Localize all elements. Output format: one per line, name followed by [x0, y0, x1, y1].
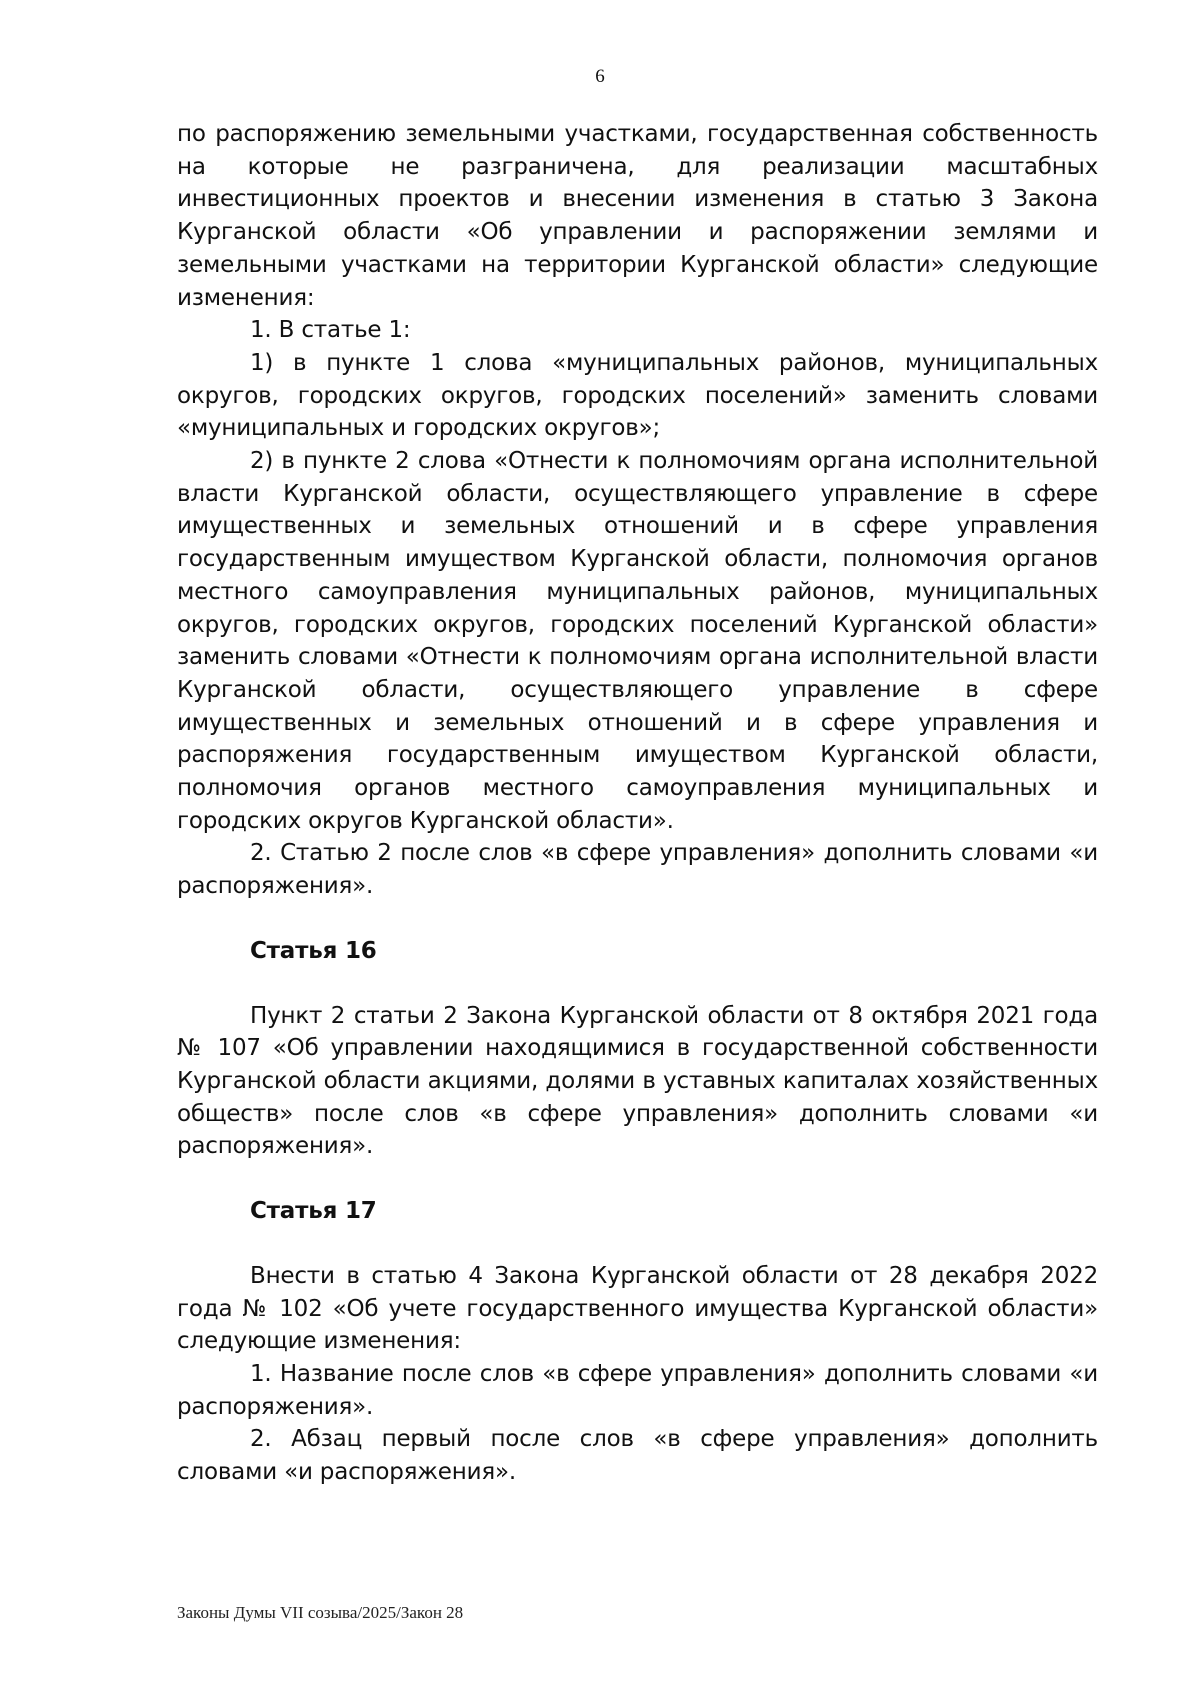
- article-16-paragraph: Пункт 2 статьи 2 Закона Курганской области от 8 октября 2021 года № 107 «Об управлении находящимися в государственной собственности Курганской области акциями, долями в уставных капиталах хозяйственных обществ» после слов «в сфере управления» дополнить словами «и распоряжения».: [177, 1002, 1098, 1160]
- paragraph-subitem-2: 2) в пункте 2 слова «Отнести к полномочиям органа исполнительной власти Курганской области, осуществляющего управление в сфере имущественных и земельных отношений и в сфере управления государственным имуществом Курганской области, полномочия органов местного самоуправления муниципальных районов, муниципальных округов, городских округов, городских поселений Курганской области» заменить словами «Отнести к полномочиям органа исполнительной власти Курганской области, осуществляющего управление в сфере имущественных и земельных отношений и в сфере управления и распоряжения государственным имуществом Курганской области, полномочия органов местного самоуправления муниципальных и городских округов Курганской области».: [177, 448, 1098, 834]
- document-body: [177, 118, 1098, 1489]
- article-16-heading: Статья 16: [250, 937, 377, 964]
- article-17-item-2: 2. Абзац первый после слов «в сфере управления» дополнить словами «и распоряжения».: [177, 1426, 1098, 1486]
- article-17-paragraph: Внести в статью 4 Закона Курганской области от 28 декабря 2022 года № 102 «Об учете государственного имущества Курганской области» следующие изменения:: [177, 1262, 1098, 1355]
- paragraph-continuation: по распоряжению земельными участками, государственная собственность на которые не разграничена, для реализации масштабных инвестиционных проектов и внесении изменения в статью 3 Закона Курганской области «Об управлении и распоряжении землями и земельными участками на территории Курганской области» следующие изменения:: [177, 121, 1098, 311]
- paragraph-subitem-1: 1) в пункте 1 слова «муниципальных районов, муниципальных округов, городских округов, городских поселений» заменить словами «муниципальных и городских округов»;: [177, 349, 1098, 442]
- footer-reference: Законы Думы VII созыва/2025/Закон 28: [177, 1603, 464, 1622]
- article-17-heading: Статья 17: [250, 1198, 377, 1225]
- page-number: 6: [595, 66, 605, 87]
- article-17-item-1: 1. Название после слов «в сфере управления» дополнить словами «и распоряжения».: [177, 1360, 1098, 1420]
- paragraph-item-2: 2. Статью 2 после слов «в сфере управления» дополнить словами «и распоряжения».: [177, 840, 1098, 900]
- paragraph-item-1: 1. В статье 1:: [250, 317, 411, 344]
